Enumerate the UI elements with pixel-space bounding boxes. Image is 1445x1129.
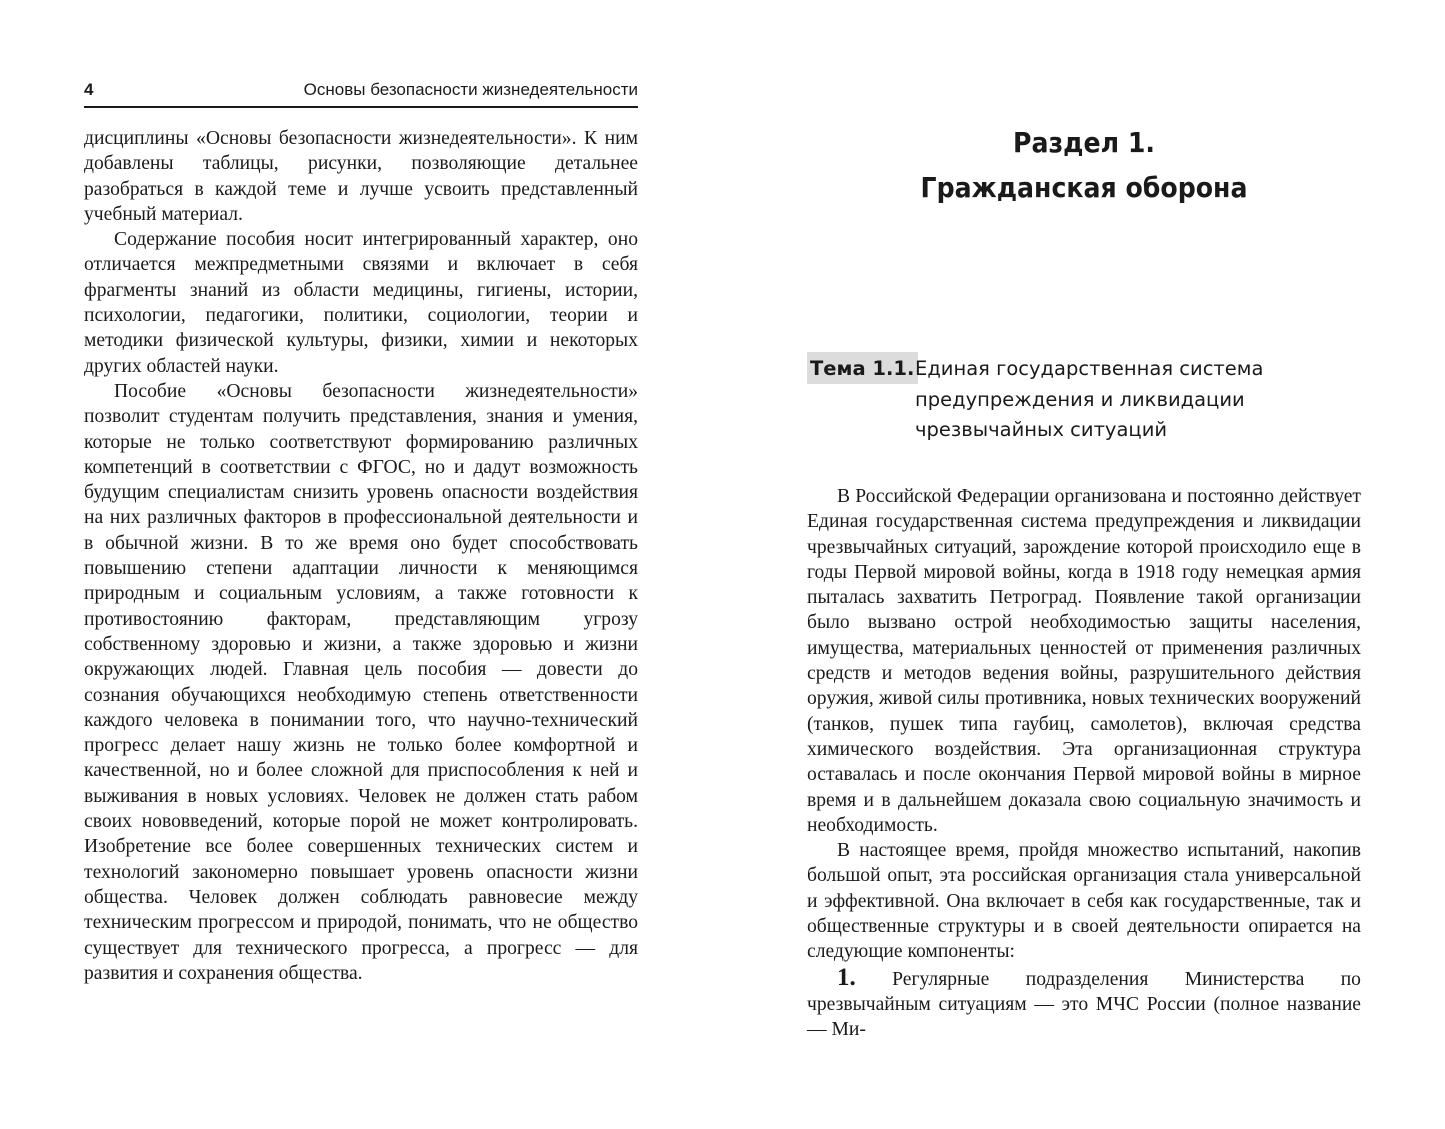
left-body-text [84,126,638,986]
paragraph: В настоящее время, пройдя множество испытаний, накопив большой опыт, эта российская организация стала универсальной и эффективной. Она включает в себя как государственные, так и общественные структуры и в своей деятельности опирается на следующие компоненты: [807,840,1361,963]
paragraph: В Российской Федерации организована и постоянно действует Единая государственная система предупреждения и ликвидации чрезвычайных ситуаций, зарождение которой происходило еще в годы Первой мировой войны, когда в 1918 году немецкая армия пыталась захватить Петроград. Появление такой организации было вызвано острой необходимостью защиты населения, имущества, материальных ценностей от применения различных средств и методов ведения войны, разрушительного действия оружия, живой силы противника, новых технических вооружений (танков, пушек типа гаубиц, самолетов), включая средства химического воздействия. Эта организационная структура оставалась и после окончания Первой мировой войны в мирное время и в дальнейшем доказала свою социальную значимость и необходимость. [807,486,1361,836]
paragraph: Пособие «Основы безопасности жизнедеятельности» позволит студентам получить представления, знания и умения, которые не только соответствуют формированию различных компетенций в соответствии с ФГОС, но и дадут возможность будущим специалистам снизить уровень опасности воздействия на них различных факторов в профессиональной деятельности и в обычной жизни. В то же время оно будет способствовать повышению степени адаптации личности к меняющимся природным и социальным условиям, а также готовности к противостоянию факторам, представляющим угрозу собственному здоровью и жизни, а также здоровью и жизни окружающих людей. Главная цель пособия — довести до сознания обучающихся необходимую степень ответственности каждого человека в понимании того, что научно-технический прогресс делает нашу жизнь не только более комфортной и качественной, но и более сложной для приспособления к ней и выживания в новых условиях. Человек не должен стать рабом своих нововведений, которые порой не может контролировать. Изобретение все более совершенных технических систем и технологий закономерно повышает уровень опасности жизни общества. Человек должен соблюдать равновесие между техническим прогрессом и природой, понимать, что не общество существует для технического прогресса, а прогресс — для развития и сохранения общества. [84,380,638,984]
paragraph: Содержание пособия носит интегрированный характер, оно отличается межпредметными связями и включает в себя фрагменты знаний из области медицины, гигиены, истории, психологии, педагогики, политики, социологии, теории и методики физической культуры, физики, химии и некоторых других областей науки. [84,229,638,377]
paragraph: дисциплины «Основы безопасности жизнедеятельности». К ним добавлены таблицы, рисунки, позволяющие детальнее разобраться в каждой теме и лучше усвоить представленный учебный материал. [84,128,638,225]
topic-heading [807,352,1361,448]
list-item-number: 1. [837,963,856,991]
list-item-text: Регулярные подразделения Министерства по чрезвычайным ситуациям — это МЧС России (полное название — Ми- [807,968,1361,1041]
right-body-text [807,484,1361,1043]
section-name: Гражданская оборона [920,171,1248,204]
section-title [835,120,1334,210]
topic-title: Единая государственная система предупреждения и ликвидации чрезвычайных ситуаций [915,357,1264,441]
page-number: 4 [84,80,94,99]
running-head [84,78,638,108]
running-title: Основы безопасности жизнедеятельности [303,80,638,99]
list-item [807,965,1361,1043]
section-number: Раздел 1. [1013,126,1155,159]
topic-label: Тема 1.1. [807,352,918,384]
